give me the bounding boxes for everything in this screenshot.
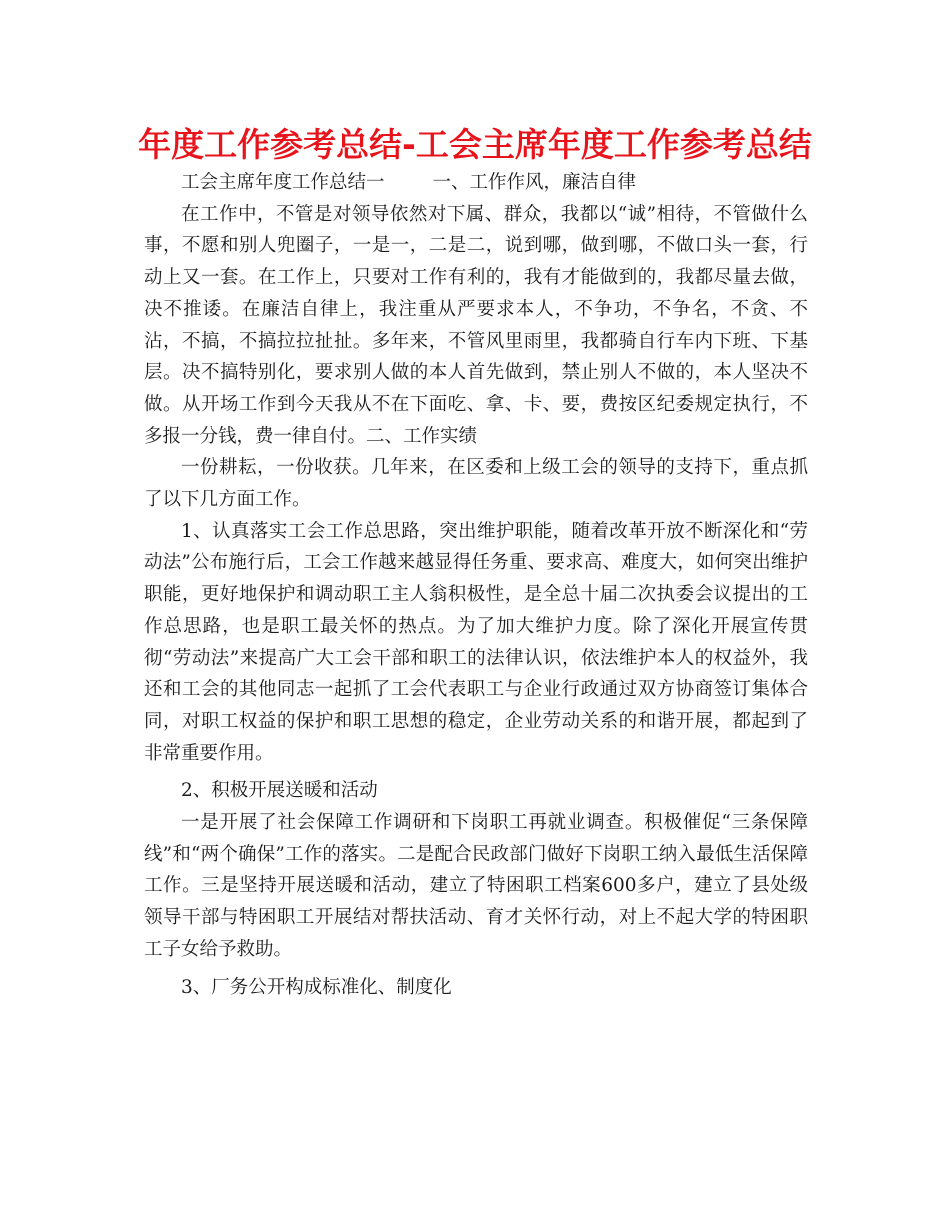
intro-left: 工会主席年度工作总结一 xyxy=(181,172,385,193)
paragraph-item-2-heading: 2、积极开展送暖和活动 xyxy=(181,780,378,802)
document-title: 年度工作参考总结-工会主席年度工作参考总结 xyxy=(138,125,812,164)
paragraph-work-style: 在工作中，不管是对领导依然对下属、群众，我都以“诚”相待，不管做什么事，不愿和别人兜圈子，一是一，二是二，说到哪，做到哪，不做口头一套，行动上又一套。在工作上，只要对工作有利的，我有才能做到的，我都尽量去做，决不推诿。在廉洁自律上，我注重从严要求本人，不争功，不争名，不贪、不沾，不搞，不搞拉拉扯扯。多年来，不管风里雨里，我都骑自行车内下班、下基层。决不搞特别化，要求别人做的本人首先做到，禁止别人不做的，本人坚决不做。从开场工作到今天我从不在下面吃、拿、卡、要，费按区纪委规定执行，不多报一分钱，费一律自付。二、工作实绩 xyxy=(144,203,808,447)
paragraph-item-1: 1、认真落实工会工作总思路，突出维护职能，随着改革开放不断深化和“劳动法”公布施行后，工会工作越来越显得任务重、要求高、难度大，如何突出维护职能，更好地保护和调动职工主人翁积极性，是全总十届二次执委会议提出的工作总思路，也是职工最关怀的热点。为了加大维护力度。除了深化开展宣传贯彻“劳动法”来提高广大工会干部和职工的法律认识，依法维护本人的权益外，我还和工会的其他同志一起抓了工会代表职工与企业行政通过双方协商签订集体合同，对职工权益的保护和职工思想的稳定，企业劳动关系的和谐开展，都起到了非常重要作用。 xyxy=(144,520,808,764)
intro-right: 一、工作作风，廉洁自律 xyxy=(432,172,637,193)
document-body xyxy=(144,167,808,1003)
paragraph-item-3-heading: 3、厂务公开构成标准化、制度化 xyxy=(181,976,452,998)
paragraph-harvest: 一份耕耘，一份收获。几年来，在区委和上级工会的领导的支持下，重点抓了以下几方面工作。 xyxy=(144,457,808,511)
paragraph-item-2-body: 一是开展了社会保障工作调研和下岗职工再就业调查。积极催促“三条保障线”和“两个确保”工作的落实。二是配合民政部门做好下岗职工纳入最低生活保障工作。三是坚持开展送暖和活动，建立了特困职工档案600多户，建立了县处级领导干部与特困职工开展结对帮扶活动、育才关怀行动，对上不起大学的特困职工子女给予救助。 xyxy=(144,812,808,960)
intro-line xyxy=(144,167,808,199)
